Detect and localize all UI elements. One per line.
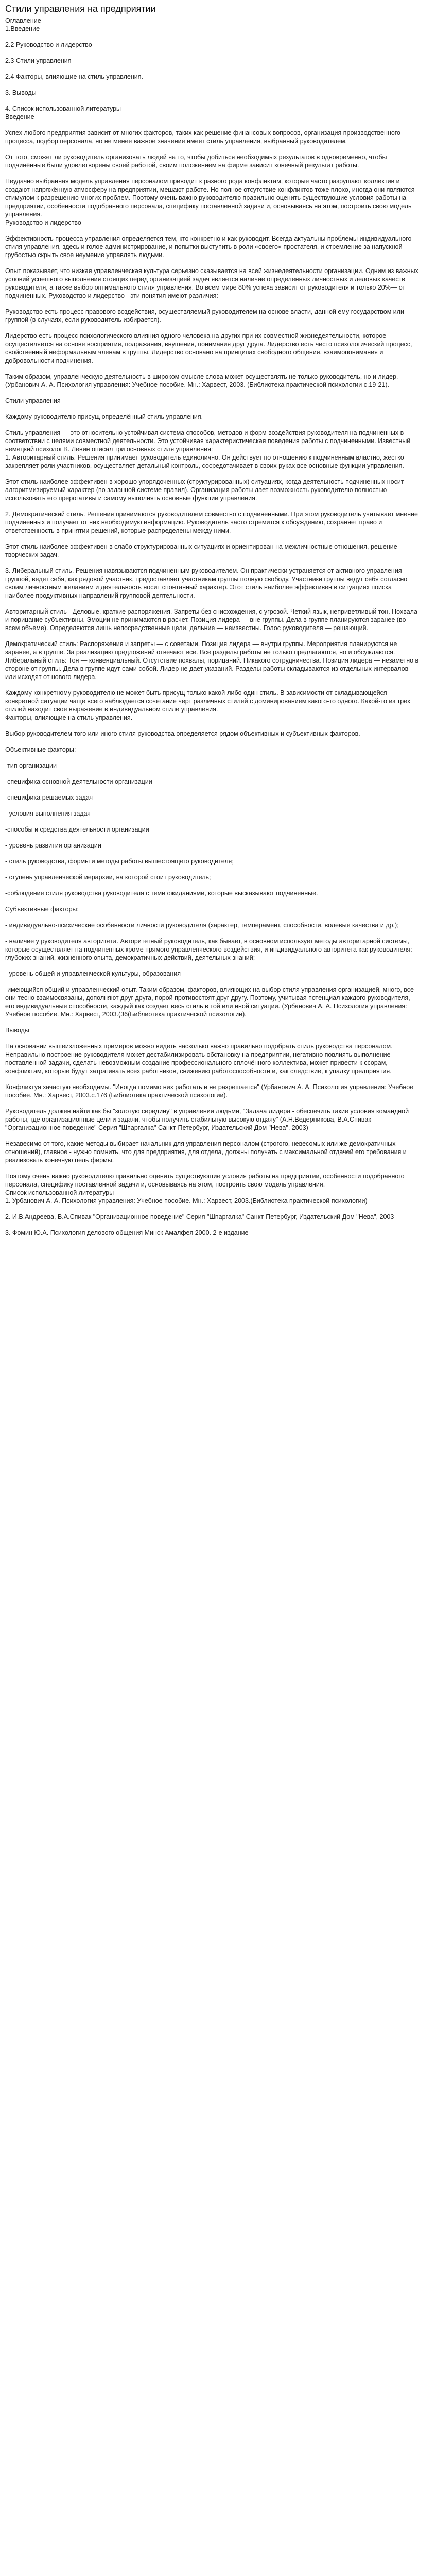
paragraph: Каждому руководителю присущ определённый стиль управления.: [5, 413, 203, 420]
paragraph: Руководство есть процесс правового воздействия, осуществляемый руководителем на основе власти, данной ему государством или группой (в случаях, если руководитель избирается).: [5, 308, 405, 324]
paragraph: Субъективные факторы:: [5, 906, 79, 913]
paragraph: 4. Список использованной литературы Введение: [5, 105, 121, 121]
paragraph: 2.3 Стили управления: [5, 57, 72, 64]
paragraph: Незавесимо от того, какие методы выбирает начальник для управления персоналом (строгого, невесомых или же демократичных отношений), главное - нужно помнить, что для предприятия, для отдела, должны получать с максимальной отдачей его требования и реализовать конечную цель фирмы.: [5, 1140, 407, 1164]
paragraph: От того, сможет ли руководитель организовать людей на то, чтобы добиться необходимых результатов в одновременно, чтобы подчинённые были удовлетворены своей работой, своим положением на фирме зависит конечный результат работы.: [5, 154, 387, 169]
paragraph: Руководитель должен найти как бы "золотую середину" в управлении людьми, "Задача лидера - обеспечить такие условия командной работы, где организационные цели и задачи, чтобы получить стабильную высокую отдачу" (А.Н.Ведерникова, В.А.Спивак "Организационное поведение" Серия "Шпаргалка" Санкт-Петербург, Издательский Дом "Нева", 2003): [5, 1108, 409, 1131]
paragraph: Этот стиль наиболее эффективен в хорошо упорядоченных (структурированных) ситуациях, когда деятельность подчиненных носит алгоритмизируемый характер (по заданной системе правил). Организация работы дает возможность руководителю полностью использовать его прерогативы и самому выполнять основные функции управления.: [5, 478, 404, 502]
paragraph: Каждому конкретному руководителю не может быть присущ только какой-либо один стиль. В зависимости от складывающейся конкретной ситуации чаще всего наблюдается сочетание черт различных стилей с доминированием какого-то одного. Какой-то из трех стилей находит свое выражение в индивидуальном стиле управления. Факторы, влияющие на стиль управления.: [5, 689, 411, 721]
paragraph: Таким образом, управленческую деятельность в широком смысле слова может осуществлять не только руководитель, но и лидер. (Урбанович А. А. Психология управления: Учебное пособие. Мн.: Харвест, 2003. (Библиотека практической психологии с.19-21).: [5, 373, 398, 388]
paragraph: Выбор руководителем того или иного стиля руководства определяется рядом объективных и субъективных факторов.: [5, 730, 360, 737]
paragraph: Эффективность процесса управления определяется тем, кто конкретно и как руководит. Всегда актуальны проблемы индивидуального стиля управления, здесь и голое администрирование, и попытки выступить в роли «своего» простателя, и стремление за напускной грубостью скрыть свое неумение управлять людьми.: [5, 235, 412, 259]
paragraph: - индивидуально-психические особенности личности руководителя (характер, темперамент, способности, волевые качества и др.);: [5, 922, 399, 929]
paragraph: - ступень управленческой иерархии, на которой стоит руководитель;: [5, 874, 211, 881]
paragraph: -способы и средства деятельности организации: [5, 826, 149, 833]
paragraph: 2.4 Факторы, влияющие на стиль управления.: [5, 73, 144, 80]
paragraph: 3. Фомин Ю.А. Психология делового общения Минск Амалфея 2000. 2-е издание: [5, 1229, 249, 1236]
paragraph: - стиль руководства, формы и методы работы вышестоящего руководителя;: [5, 858, 234, 865]
paragraph: Поэтому очень важно руководителю правильно оценить существующие условия работы на предприятии, особенности подобранного персонала, специфику поставленной задачи и, основываясь на этом, построить свою модель управления. Список использованной литературы 1. Урбанович А. А. Психология управления: Учебное пособие. Мн.: Харвест, 2003.(Библиотека практической психологии): [5, 1173, 405, 1205]
document-title: Стили управления на предприятии: [5, 4, 156, 14]
paragraph: -специфика основной деятельности организации: [5, 778, 152, 785]
paragraph: Авторитарный стиль - Деловые, краткие распоряжения. Запреты без снисхождения, с угрозой. Четкий язык, неприветливый тон. Похвала и порицание субъективны. Эмоции не принимаются в расчет. Позиция лидера — вне группы. Дела в группе планируются заранее (во всем объеме). Определяются лишь непосредственные цели, дальние — неизвестны. Голос руководителя — решающий.: [5, 608, 417, 632]
paragraph: 2.2 Руководство и лидерство: [5, 41, 92, 48]
paragraph: -соблюдение стиля руководства руководителя с теми ожиданиями, которые высказывают подчиненные.: [5, 890, 318, 897]
paragraph: Лидерство есть процесс психологического влияния одного человека на других при их совместной жизнедеятельности, которое осуществляется на основе восприятия, подражания, внушения, понимания друг друга. Лидерство есть чисто психологический процесс, свойственный неформальным членам в группы. Лидерство основано на принципах свободного общения, взаимопонимания и добровольности подчинения.: [5, 332, 412, 364]
paragraph: - наличие у руководителя авторитета. Авторитетный руководитель, как бывает, в основном использует методы авторитарной системы, которые осуществляет на подчиненных кроме прямого управленческого воздействия, и индивидуального авторитета как руководителя: глубоких знаний, жизненного опыта, демократичных действий, деятельных знаний;: [5, 938, 412, 961]
paragraph: Опыт показывает, что низкая управленческая культура серьезно сказывается на всей жизнедеятельности организации. Одним из важных условий успешного выполнения стоящих перед организацией задач является наличие определенных личностных и деловых качеств руководителя, а также выбор оптимального стиля управления. Во всем мире 80% успеха зависит от руководителя и только 20%— от подчиненных. Руководство и лидерство - эти понятия имеют различия:: [5, 267, 418, 299]
paragraph: Неудачно выбранная модель управления персоналом приводит к разного рода конфликтам, которые часто разрушают коллектив и создают напряжённую атмосферу на предприятии, мешают работе. Но полное отсутствие конфликтов тоже плохо, иногда они являются стимулом к разрешению многих проблем. Поэтому очень важно руководителю правильно оценить существующие условия работы на предприятии, особенности подобранного персонала, специфику поставленной задачи и, основываясь на этом, построить свою модель управления. Руководство и лидерство: [5, 178, 415, 226]
paragraph: -тип организации: [5, 762, 57, 769]
paragraph: Конфликтуя зачастую необходимы. "Иногда помимо них работать и не разрешается" (Урбанович А. А. Психология управления: Учебное пособие. Мн.: Харвест, 2003.с.176 (Библиотека практической психологии).: [5, 1083, 414, 1099]
paragraph: Выводы: [5, 1027, 29, 1034]
paragraph: -имеющийся общий и управленческий опыт. Таким образом, факторов, влияющих на выбор стиля управления организацией, много, все они тесно взаимосвязаны, дополняют друг друга, порой противостоят друг другу. Поэтому, учитывая потенциал каждого руководителя, его индивидуальные способности, каждый как создает весь стиль в той или иной ситуации. (Урбанович А. А. Психология управления: Учебное пособие. Мн.: Харвест, 2003.(36(Библиотека практической психологии).: [5, 986, 414, 1018]
paragraph: -специфика решаемых задач: [5, 794, 93, 801]
paragraph: Оглавление 1.Введение: [5, 17, 41, 32]
paragraph: Демократический стиль: Распоряжения и запреты — с советами. Позиция лидера — внутри группы. Мероприятия планируются не заранее, а в группе. За реализацию предложений отвечают все. Все разделы работы не только предлагаются, но и обсуждаются. Либеральный стиль: Тон — конвенциальный. Отсутствие похвалы, порицаний. Никакого сотрудничества. Позиция лидера — незаметно в стороне от группы. Дела в группе идут сами собой. Лидер не дает указаний. Разделы работы складываются из отдельных интервалов или исходят от нового лидера.: [5, 640, 419, 681]
paragraph: На основании вышеизложенных примеров можно видеть насколько важно правильно подобрать стиль руководства персоналом. Неправильно построение руководителя может дестабилизировать обстановку на предприятии, негативно повлиять выполнение поставленной задачи, сделать невозможным создание профессионального сплочённого коллектива, может привести к ссорам, конфликтам, которые будут затрагивать всех работников, снижению работоспособности и, как следствие, к упадку предприятия.: [5, 1043, 393, 1075]
paragraph: Стиль управления — это относительно устойчивая система способов, методов и форм воздействия руководителя на подчиненных в соответствии с целями совместной деятельности. Это устойчивая характеристическая поведения работы с подчиненными. Известный немецкий психолог К. Левин описал три основных стиля управления: 1. Авторитарный стиль. Решения принимает руководитель единолично. Он действует по отношению к подчиненным властно, жестко закрепляет роли участников, осуществляет детальный контроль, сосредотачивает в своих руках все основные функции управления.: [5, 429, 411, 469]
paragraph: Объективные факторы:: [5, 746, 76, 753]
paragraph: - уровень общей и управленческой культуры, образования: [5, 970, 181, 977]
paragraph: Этот стиль наиболее эффективен в слабо структурированных ситуациях и ориентирован на межличностные отношения, решение творческих задач.: [5, 543, 397, 558]
paragraph: 3. Либеральный стиль. Решения навязываются подчиненным руководителем. Он практически устраняется от активного управления группой, ведет себя, как рядовой участник, предоставляет участникам группы полную свободу. Участники группы ведут себя согласно своим личностным желаниям и деятельность носит спонтанный характер. Этот стиль наиболее эффективен в ситуациях поиска наиболее продуктивных направлений групповой деятельности.: [5, 567, 408, 599]
document-page: [0, 0, 426, 1249]
document-body: [5, 16, 421, 1237]
paragraph: 3. Выводы: [5, 89, 37, 96]
paragraph: Стили управления: [5, 397, 61, 404]
paragraph: - уровень развития организации: [5, 842, 101, 849]
paragraph: 2. И.В.Андреева, В.А.Спивак "Организационное поведение" Серия "Шпаргалка" Санкт-Петербург, Издательский Дом "Нева", 2003: [5, 1213, 394, 1221]
paragraph: Успех любого предприятия зависит от многих факторов, таких как решение финансовых вопросов, организация производственного процесса, подбор персонала, но не менее важное значение имеет стиль управления, выбранный руководителем.: [5, 129, 401, 145]
paragraph: - условия выполнения задач: [5, 810, 91, 817]
paragraph: 2. Демократический стиль. Решения принимаются руководителем совместно с подчиненными. При этом руководитель учитывает мнение подчиненных и получает от них необходимую информацию. Руководитель часто стремится к обсуждению, сохраняет право и ответственность в принятии решений, которые распределены между ними.: [5, 511, 418, 534]
